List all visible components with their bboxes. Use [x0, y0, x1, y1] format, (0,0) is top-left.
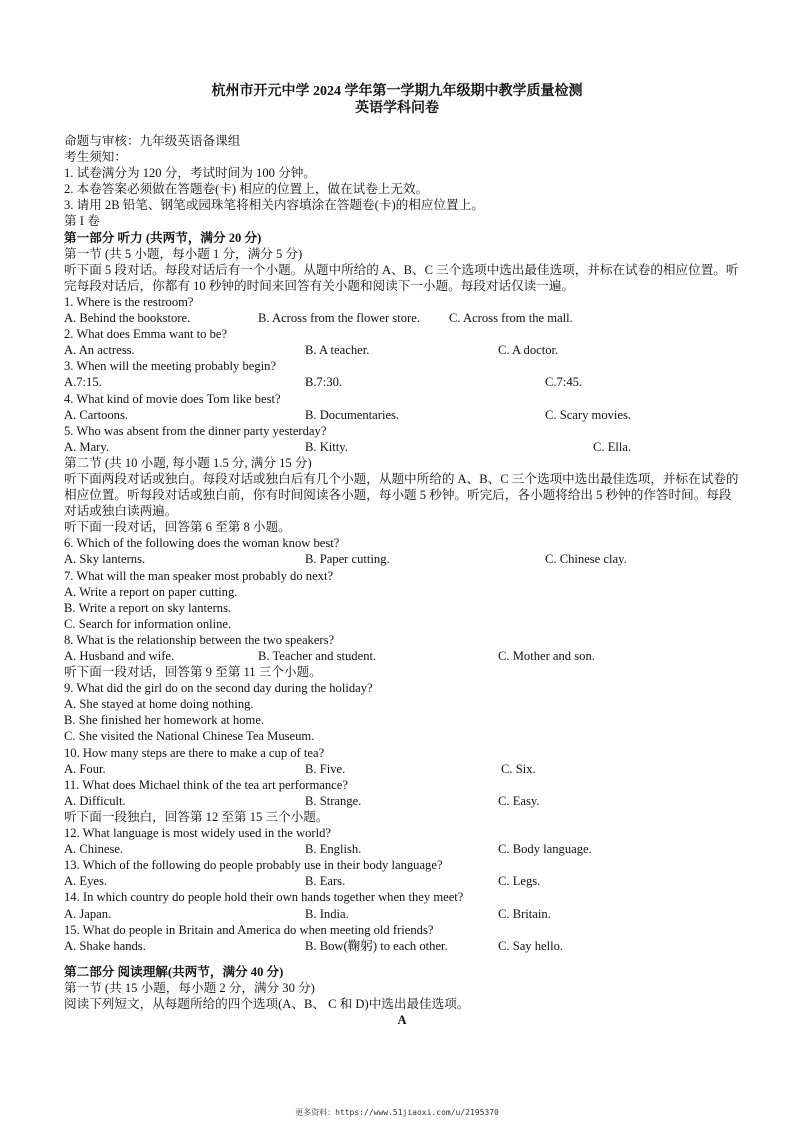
question-10: 10. How many steps are there to make a cup of tea?	[64, 745, 325, 760]
question-1: 1. Where is the restroom?	[64, 294, 194, 309]
option-15b: B. Bow(鞠躬) to each other.	[305, 938, 448, 953]
option-4c: C. Scary movies.	[545, 407, 632, 422]
part1-section1-heading: 第一节 (共 5 小题，每小题 1 分，满分 5 分)	[64, 246, 303, 261]
part1-section1-instruction: 听下面 5 段对话。每段对话后有一个小题。从题中所给的 A、B、C 三个选项中选出最佳选项，并标在试卷的相应位置。听完每段对话后，你都有 10 秒钟的时间来回答有关小题和阅读下一小题。每段对话仅读一遍。	[64, 262, 739, 293]
options-12	[64, 841, 740, 857]
options-14	[64, 906, 740, 922]
part2-section1-instruction: 阅读下列短文，从每题所给的四个选项(A、B、 C 和 D)中选出最佳选项。	[64, 996, 470, 1011]
part1-section2-instruction: 听下面两段对话或独白。每段对话或独白后有几个小题，从题中所给的 A、B、C 三个选项中选出最佳选项，并标在试卷的相应位置。听每段对话或独白前，你有时间阅读各小题，每小题 5 秒钟。听完后，各小题将给出 5 秒钟的作答时间。每段对话或独白读两遍。	[64, 471, 739, 519]
option-6a: A. Sky lanterns.	[64, 552, 146, 567]
listening-lead-1: 听下面一段对话，回答第 6 至第 8 小题。	[64, 520, 291, 535]
options-6	[64, 551, 740, 567]
option-13b: B. Ears.	[305, 874, 346, 889]
part2-section1-heading: 第一节 (共 15 小题，每小题 2 分，满分 30 分)	[64, 980, 315, 995]
volume-label: 第 I 卷	[64, 214, 100, 229]
document-subtitle: 英语学科问卷	[355, 101, 439, 116]
question-2: 2. What does Emma want to be?	[64, 327, 228, 342]
question-14: 14. In which country do people hold their own hands together when they meet?	[64, 890, 464, 905]
options-5	[64, 439, 740, 455]
option-5c: C. Ella.	[593, 439, 632, 454]
options-13	[64, 873, 740, 889]
options-3	[64, 374, 740, 390]
part2-heading: 第二部分 阅读理解(共两节，满分 40 分)	[64, 964, 284, 979]
part1-section2-heading: 第二节 (共 10 小题, 每小题 1.5 分, 满分 15 分)	[64, 455, 312, 470]
option-10a: A. Four.	[64, 761, 106, 776]
option-9c: C. She visited the National Chinese Tea Museum.	[64, 729, 315, 744]
option-8a: A. Husband and wife.	[64, 649, 175, 663]
option-11b: B. Strange.	[305, 793, 362, 808]
options-10	[64, 761, 740, 777]
note-1: 1. 试卷满分为 120 分，考试时间为 100 分钟。	[64, 166, 316, 181]
option-9b: B. She finished her homework at home.	[64, 713, 265, 728]
options-8	[64, 648, 740, 664]
question-7: 7. What will the man speaker most probably do next?	[64, 568, 334, 583]
option-4a: A. Cartoons.	[64, 407, 129, 422]
question-8: 8. What is the relationship between the two speakers?	[64, 632, 335, 647]
question-4: 4. What kind of movie does Tom like best?	[64, 391, 281, 406]
option-15c: C. Say hello.	[498, 938, 564, 953]
question-15: 15. What do people in Britain and America do when meeting old friends?	[64, 922, 434, 937]
notice-title: 考生须知：	[64, 150, 127, 165]
option-9a: A. She stayed at home doing nothing.	[64, 697, 254, 712]
question-6: 6. Which of the following does the woman know best?	[64, 536, 340, 551]
question-5: 5. Who was absent from the dinner party yesterday?	[64, 423, 327, 438]
option-1b: B. Across from the flower store.	[258, 311, 420, 326]
options-2	[64, 342, 740, 358]
option-15a: A. Shake hands.	[64, 938, 146, 953]
option-2a: A. An actress.	[64, 343, 135, 358]
option-6b: B. Paper cutting.	[305, 552, 390, 567]
option-7b: B. Write a report on sky lanterns.	[64, 600, 232, 615]
option-4b: B. Documentaries.	[305, 407, 400, 422]
option-12a: A. Chinese.	[64, 842, 124, 857]
option-13c: C. Legs.	[498, 874, 541, 889]
question-13: 13. Which of the following do people probably use in their body language?	[64, 858, 443, 873]
question-12: 12. What language is most widely used in the world?	[64, 826, 331, 841]
question-11: 11. What does Michael think of the tea art performance?	[64, 777, 348, 792]
option-14b: B. India.	[305, 906, 349, 921]
option-7a: A. Write a report on paper cutting.	[64, 584, 238, 599]
option-11c: C. Easy.	[498, 793, 540, 808]
passage-label: A	[397, 1013, 407, 1028]
option-7c: C. Search for information online.	[64, 616, 232, 631]
listening-lead-3: 听下面一段独白，回答第 12 至第 15 三个小题。	[64, 809, 329, 824]
option-3a: A.7:15.	[64, 375, 102, 390]
option-14a: A. Japan.	[64, 906, 112, 921]
author-line: 命题与审核：九年级英语备课组	[64, 134, 241, 148]
exam-content	[64, 133, 740, 1028]
option-1a: A. Behind the bookstore.	[64, 311, 191, 326]
question-3: 3. When will the meeting probably begin?	[64, 359, 277, 374]
option-12b: B. English.	[305, 842, 362, 857]
option-1c: C. Across from the mall.	[449, 311, 573, 326]
option-8c: C. Mother and son.	[498, 649, 595, 663]
note-2: 2. 本卷答案必须做在答题卷(卡) 相应的位置上，做在试卷上无效。	[64, 182, 429, 197]
options-4	[64, 407, 740, 423]
option-10c: C. Six.	[501, 761, 536, 776]
option-6c: C. Chinese clay.	[545, 552, 627, 567]
option-5a: A. Mary.	[64, 439, 110, 454]
option-3c: C.7:45.	[545, 375, 583, 390]
question-9: 9. What did the girl do on the second day during the holiday?	[64, 681, 373, 696]
options-1	[64, 310, 740, 326]
footer-link-text: 更多资料：https://www.51jiaoxi.com/u/2195370	[295, 1108, 499, 1117]
option-3b: B.7:30.	[305, 375, 343, 390]
option-5b: B. Kitty.	[305, 439, 348, 454]
option-13a: A. Eyes.	[64, 874, 108, 889]
option-2b: B. A teacher.	[305, 343, 370, 358]
option-8b: B. Teacher and student.	[258, 649, 377, 663]
options-15	[64, 938, 740, 954]
options-11	[64, 793, 740, 809]
note-3: 3. 请用 2B 铅笔、钢笔或园珠笔将相关内容填涂在答题卷(卡)的相应位置上。	[64, 198, 484, 213]
option-12c: C. Body language.	[498, 842, 592, 857]
option-10b: B. Five.	[305, 761, 346, 776]
option-11a: A. Difficult.	[64, 793, 126, 808]
spacer	[64, 954, 740, 964]
option-2c: C. A doctor.	[498, 343, 559, 358]
document-title: 杭州市开元中学 2024 学年第一学期九年级期中教学质量检测	[211, 84, 583, 99]
part1-heading: 第一部分 听力 (共两节，满分 20 分)	[64, 230, 262, 245]
option-14c: C. Britain.	[498, 906, 551, 921]
listening-lead-2: 听下面一段对话，回答第 9 至第 11 三个小题。	[64, 665, 322, 680]
